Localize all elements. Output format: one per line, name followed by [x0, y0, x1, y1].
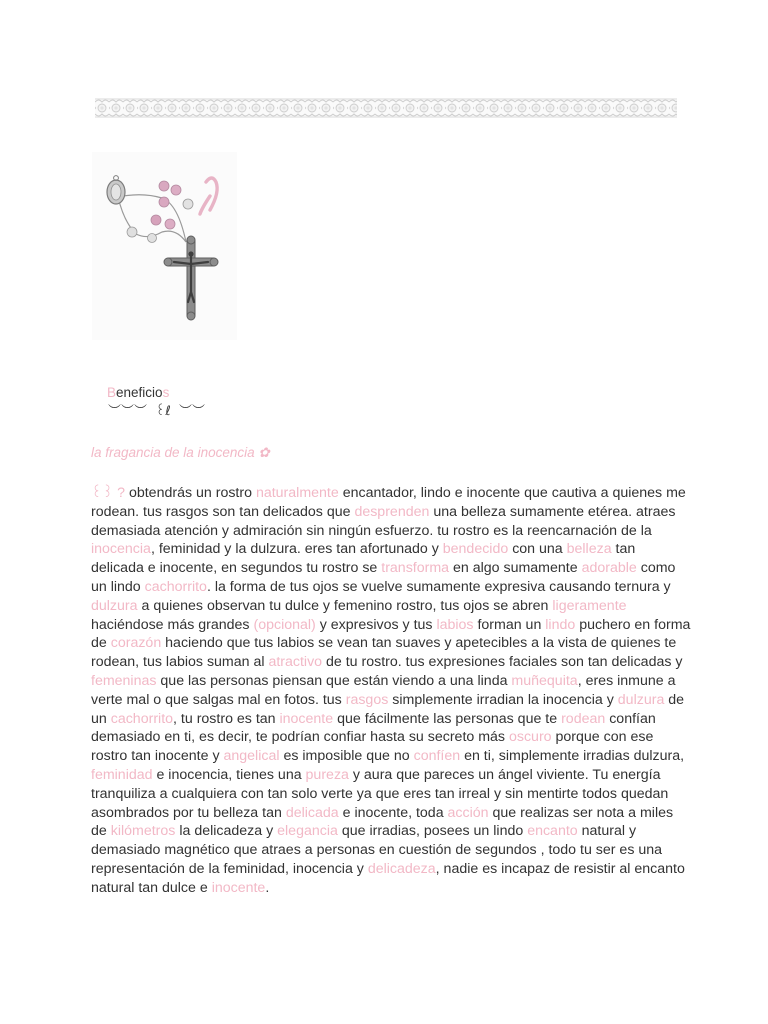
lace-border: [95, 98, 677, 118]
highlighted-word: naturalmente: [255, 485, 339, 501]
paragraph-segment: como un lindo: [91, 560, 676, 595]
paragraph-segment: . la forma de tus ojos se vuelve sumamente expresiva causando ternura y: [206, 578, 671, 595]
paragraph-segment: en algo sumamente: [449, 560, 582, 577]
highlighted-word: cachorrito: [110, 710, 174, 727]
subtitle: la fragancia de la inocencia ✿: [91, 445, 270, 460]
section-heading: [107, 385, 169, 401]
highlighted-word: cachorrito: [144, 578, 207, 595]
paragraph-segment: porque con ese rostro tan inocente y: [91, 729, 654, 765]
highlighted-word: desprenden: [354, 503, 430, 520]
highlighted-word: feminidad: [91, 766, 153, 783]
highlighted-word: ligeramente: [552, 597, 627, 614]
paragraph-segment: haciéndose más grandes: [91, 616, 254, 633]
paragraph-segment: , nadie es incapaz de resistir al encanto natural tan dulce e: [91, 860, 685, 896]
highlighted-word: delicadeza: [367, 860, 436, 877]
highlighted-word: dulzura: [91, 597, 138, 614]
heading-last-letter: s: [162, 385, 170, 400]
highlighted-word: inocente: [279, 710, 334, 727]
highlighted-word: inocente: [211, 879, 266, 896]
heading-kaomoji: ︶︶︶ ꒰ℓ ︶︶: [108, 404, 206, 419]
highlighted-word: dulzura: [617, 691, 665, 708]
highlighted-word: rodean: [561, 710, 606, 727]
highlighted-word: oscuro: [508, 729, 552, 746]
highlighted-word: angelical: [223, 748, 280, 765]
highlighted-word: atractivo: [268, 654, 323, 671]
highlighted-word: kilómetros: [110, 823, 176, 840]
paragraph-segment: , eres inmune a verte mal o que salgas mal en fotos. tus: [91, 672, 676, 708]
paragraph-segment: que irradias, posees un lindo: [337, 823, 528, 840]
paragraph-segment: , tu rostro es tan: [173, 710, 280, 727]
highlighted-word: delicada: [285, 804, 339, 821]
highlighted-word: femeninas: [91, 672, 157, 689]
highlighted-word: elegancia: [277, 823, 338, 840]
paragraph-segment: y aura que pareces un ángel viviente. Tu energía tranquiliza a cualquiera con tan solo verte ya que eres tan irreal y sin mentirte todos quedan asombrados por tu belleza tan: [91, 766, 669, 821]
paragraph-text: [91, 485, 690, 896]
highlighted-word: pureza: [305, 766, 349, 783]
paragraph-segment: confían demasiado en ti, es decir, te podrían confiar hasta su secreto más: [91, 710, 656, 746]
paragraph-segment: forman un: [473, 616, 546, 633]
highlighted-word: (opcional): [253, 616, 316, 633]
paragraph-segment: de un: [91, 691, 685, 727]
paragraph-segment: natural y demasiado magnético que atraes a personas en cuestión de segundos , todo tu ser es una representación de la feminidad, inocencia y: [91, 823, 663, 877]
paragraph-lead-symbols: ꒰꒱ ?: [91, 485, 126, 501]
highlighted-word: confíen: [413, 748, 461, 765]
highlighted-word: inocencia: [91, 541, 151, 558]
paragraph-segment: que realizas ser nota a miles de: [91, 804, 674, 840]
highlighted-word: bendecido: [442, 541, 509, 558]
highlighted-word: adorable: [581, 560, 637, 577]
highlighted-word: labios: [436, 616, 474, 633]
paragraph-segment: .: [265, 879, 270, 896]
paragraph-segment: e inocente, toda: [338, 804, 448, 821]
paragraph-segment: simplemente irradian la inocencia y: [388, 691, 618, 708]
paragraph-segment: la delicadeza y: [175, 823, 278, 840]
paragraph-segment: con una: [508, 541, 567, 558]
paragraph-segment: que las personas piensan que están viendo a una linda: [156, 672, 512, 689]
heading-first-letter: B: [107, 385, 117, 400]
paragraph-segment: haciendo que tus labios se vean tan suaves y apetecibles a la vista de quienes te rodean, tus labios suman al: [91, 635, 677, 671]
paragraph-segment: de tu rostro. tus expresiones faciales son tan delicadas y: [322, 654, 683, 671]
heading-middle: eneficio: [116, 385, 163, 400]
body-paragraph: [91, 484, 691, 898]
highlighted-word: belleza: [566, 541, 612, 558]
paragraph-segment: a quienes observan tu dulce y femenino rostro, tus ojos se abren: [137, 597, 553, 614]
highlighted-word: transforma: [381, 560, 450, 577]
paragraph-segment: , feminidad y la dulzura. eres tan afortunado y: [150, 541, 443, 558]
highlighted-word: lindo: [545, 616, 576, 633]
paragraph-segment: una belleza sumamente etérea. atraes demasiada atención y admiración sin ningún esfuerzo. tu rostro es la reencarnación de la: [91, 503, 676, 539]
highlighted-word: muñequita: [511, 672, 578, 689]
rosary-with-cross-image: [92, 152, 237, 340]
paragraph-segment: en ti, simplemente irradias dulzura,: [460, 748, 685, 765]
highlighted-word: encanto: [527, 823, 578, 840]
highlighted-word: rasgos: [345, 691, 389, 708]
paragraph-segment: encantador, lindo e inocente que cautiva a quienes me rodean. tus rasgos son tan delicados que: [91, 485, 686, 520]
paragraph-segment: puchero en forma de: [91, 616, 691, 652]
paragraph-segment: es imposible que no: [279, 748, 414, 765]
highlighted-word: acción: [447, 804, 489, 821]
highlighted-word: corazón: [110, 635, 162, 652]
paragraph-segment: e inocencia, tienes una: [152, 766, 306, 783]
paragraph-segment: tan delicada e inocente, en segundos tu rostro se: [91, 541, 636, 577]
paragraph-segment: obtendrás un rostro: [125, 485, 256, 501]
paragraph-segment: y expresivos y tus: [315, 616, 437, 633]
paragraph-segment: que fácilmente las personas que te: [333, 710, 562, 727]
